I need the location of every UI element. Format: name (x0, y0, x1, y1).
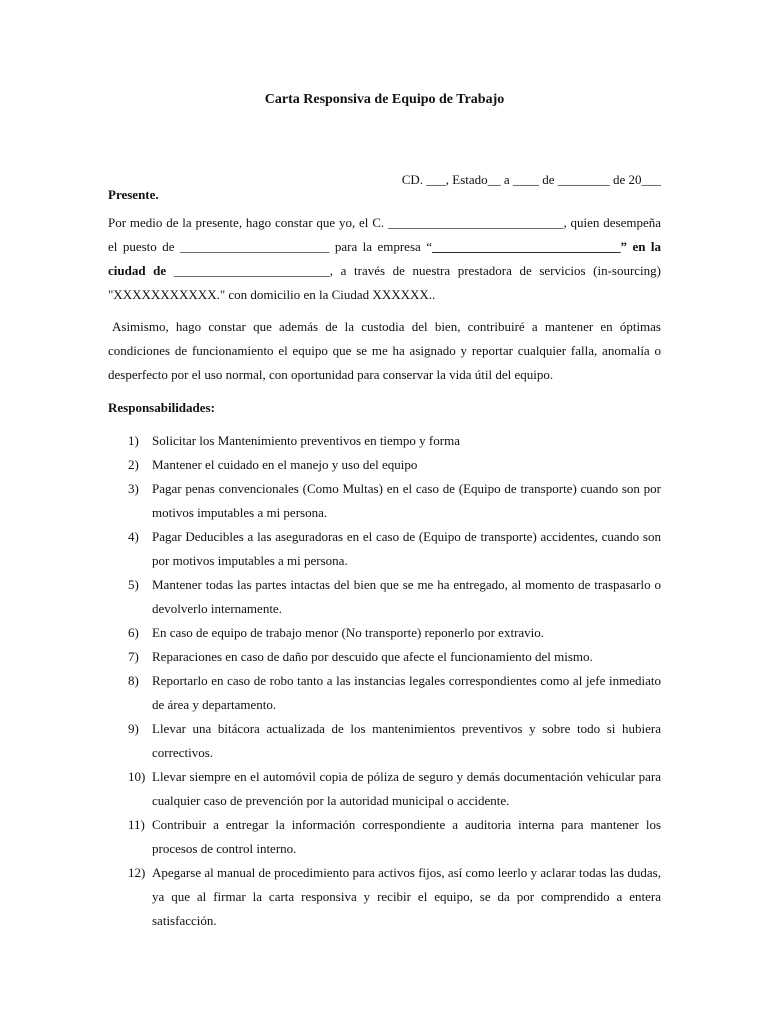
list-item-text: Mantener todas las partes intactas del bien que se me ha entregado, al momento de traspasarlo o devolverlo internamente. (152, 577, 661, 616)
list-item-text: Pagar Deducibles a las aseguradoras en el caso de (Equipo de transporte) accidentes, cuando son por motivos imputables a mi persona. (152, 529, 661, 568)
list-item-text: En caso de equipo de trabajo menor (No transporte) reponerlo por extravio. (152, 625, 545, 640)
list-item (108, 477, 661, 525)
responsibilities-list (108, 429, 661, 933)
list-item (108, 765, 661, 813)
list-item-number: 5) (128, 577, 139, 592)
list-item (108, 453, 661, 477)
list-item-text: Contribuir a entregar la información correspondiente a auditoria interna para mantener los procesos de control interno. (152, 817, 661, 856)
company-blank: _____________________________” en la ciudad de (108, 239, 661, 278)
list-item (108, 429, 661, 453)
list-item-number: 1) (128, 433, 139, 448)
paragraph-custody: Asimismo, hago constar que además de la custodia del bien, contribuiré a mantener en óptimas condiciones de funcionamiento el equipo que se me ha asignado y reportar cualquier falla, anomalía o desperfecto por el uso normal, con oportunidad para conservar la vida útil del equipo. (108, 319, 661, 382)
list-item (108, 573, 661, 621)
list-item (108, 717, 661, 765)
list-item-text: Llevar siempre en el automóvil copia de póliza de seguro y demás documentación vehicular para cualquier caso de prevención por la autoridad municipal o accidente. (152, 769, 661, 808)
paragraph-intro (108, 211, 661, 307)
list-item-text: Solicitar los Mantenimiento preventivos en tiempo y forma (152, 433, 460, 448)
list-item-text: Pagar penas convencionales (Como Multas) en el caso de (Equipo de transporte) cuando son por motivos imputables a mi persona. (152, 481, 661, 520)
list-item-text: Llevar una bitácora actualizada de los mantenimientos preventivos y sobre todo si hubiera correctivos. (152, 721, 661, 760)
list-item-number: 11) (128, 817, 145, 832)
list-item-text: Apegarse al manual de procedimiento para activos fijos, así como leerlo y aclarar todas las dudas, ya que al firmar la carta responsiva y recibir el equipo, se da por comprendido a entera satisfacción. (152, 865, 661, 928)
list-item-text: Mantener el cuidado en el manejo y uso del equipo (152, 457, 418, 472)
list-item (108, 645, 661, 669)
document-title: Carta Responsiva de Equipo de Trabajo (264, 92, 505, 107)
list-item-number: 7) (128, 649, 139, 664)
list-item (108, 525, 661, 573)
paragraph-intro-part1: Por medio de la presente, hago constar que yo, el C. ___________________________, quien desempeña el puesto de _______________________ para la empresa “ (108, 215, 661, 254)
list-item-number: 10) (128, 769, 146, 784)
list-item-number: 6) (128, 625, 139, 640)
list-item-number: 4) (128, 529, 139, 544)
list-item (108, 813, 661, 861)
list-item (108, 669, 661, 717)
list-item-number: 3) (128, 481, 139, 496)
list-item-text: Reportarlo en caso de robo tanto a las instancias legales correspondientes como al jefe inmediato de área y departamento. (152, 673, 661, 712)
salutation: Presente. (108, 187, 159, 202)
dateline: CD. ___, Estado__ a ____ de ________ de 20___ (401, 172, 661, 187)
list-item (108, 861, 661, 933)
responsibilities-heading: Responsabilidades: (108, 400, 215, 415)
list-item-number: 12) (128, 865, 146, 880)
list-item (108, 621, 661, 645)
list-item-number: 8) (128, 673, 139, 688)
list-item-number: 9) (128, 721, 139, 736)
paragraph-intro-part2: ________________________, a través de nuestra prestadora de servicios (in-sourcing) "XXXXXXXXXXX." con domicilio en la Ciudad XXXXXX.. (108, 263, 662, 302)
list-item-number: 2) (128, 457, 139, 472)
list-item-text: Reparaciones en caso de daño por descuido que afecte el funcionamiento del mismo. (152, 649, 593, 664)
